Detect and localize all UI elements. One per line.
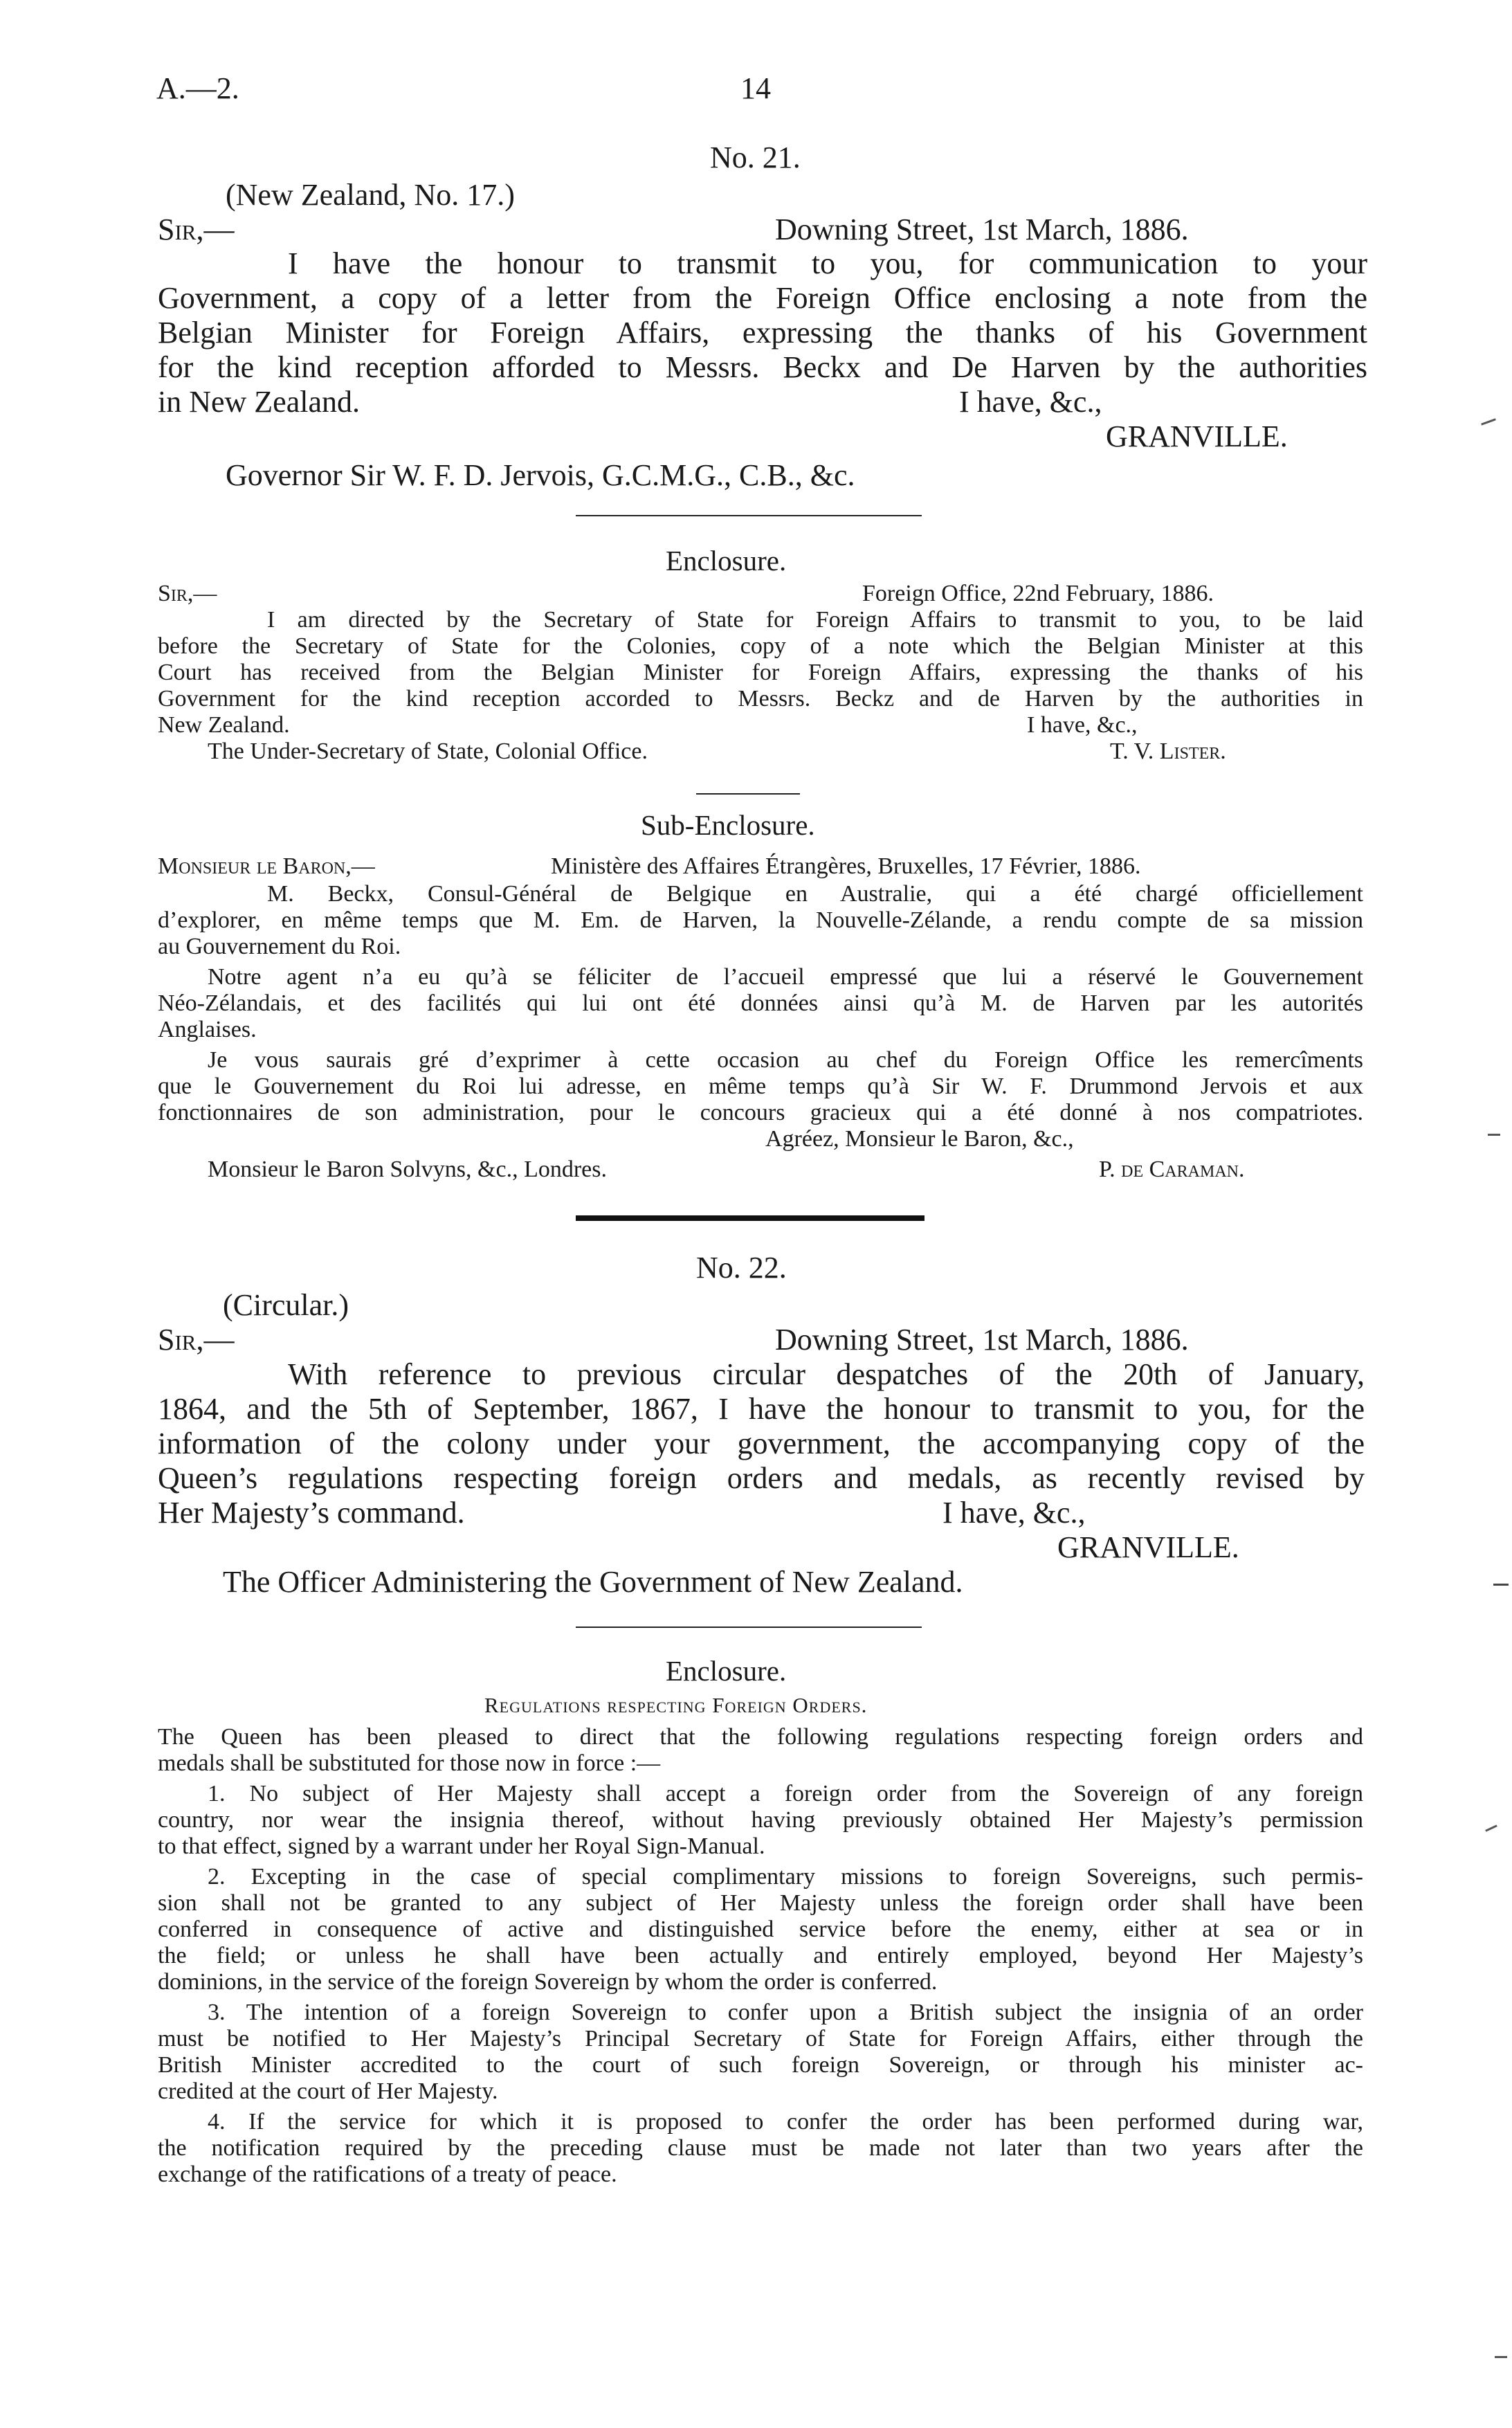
despatch-22-line-5: Her Majesty’s command.: [158, 1496, 465, 1530]
despatch-22-line-2: 1864, and the 5th of September, 1867, I have the honour to transmit to you, for the: [158, 1392, 1365, 1426]
sub-enclosure-p1-line-1: M. Beckx, Consul-Général de Belgique en Australie, qui a été chargé officiellement: [267, 881, 1363, 907]
enclosure-1-line-3: Court has received from the Belgian Minister for Foreign Affairs, expressing the thanks of his: [158, 660, 1363, 685]
section-divider: [576, 1627, 922, 1628]
regulations-intro-line-2: medals shall be substituted for those now in force :—: [158, 1750, 661, 1776]
despatch-21-line-3: Belgian Minister for Foreign Affairs, expressing the thanks of his Government: [158, 316, 1367, 350]
sub-enclosure-salutation: Monsieur le Baron,—: [158, 853, 375, 879]
page-reference: A.—2.: [156, 71, 239, 105]
sub-enclosure-heading: Sub-Enclosure.: [641, 809, 815, 841]
regulations-intro-line-1: The Queen has been pleased to direct that the following regulations respecting foreign orders and: [158, 1724, 1363, 1750]
despatch-21-line-5: in New Zealand.: [158, 385, 360, 419]
sub-enclosure-p1-line-3: au Gouvernement du Roi.: [158, 934, 401, 959]
despatch-21-subtitle: (New Zealand, No. 17.): [226, 178, 515, 212]
regulation-4-line-3: exchange of the ratifications of a treaty of peace.: [158, 2162, 617, 2187]
margin-mark: [1485, 1824, 1497, 1831]
despatch-22-addressee: The Officer Administering the Government of New Zealand.: [223, 1565, 963, 1599]
enclosure-1-salutation: Sir,—: [158, 581, 217, 606]
regulation-3-line-3: British Minister accredited to the court of such foreign Sovereign, or through his minister ac-: [158, 2052, 1363, 2078]
enclosure-1-addressee: The Under-Secretary of State, Colonial Office.: [208, 739, 648, 764]
regulation-2-line-4: the field; or unless he shall have been actually and entirely employed, beyond Her Majesty’s: [158, 1943, 1363, 1968]
regulation-1-line-1: 1. No subject of Her Majesty shall accept a foreign order from the Sovereign of any foreign: [208, 1781, 1363, 1806]
sub-enclosure-p1-line-2: d’explorer, en même temps que M. Em. de Harven, la Nouvelle-Zélande, a rendu compte de sa mission: [158, 907, 1363, 933]
regulation-2-line-1: 2. Excepting in the case of special complimentary missions to foreign Sovereigns, such permis-: [208, 1864, 1363, 1890]
regulation-2-line-3: conferred in consequence of active and distinguished service before the enemy, either at sea or in: [158, 1917, 1363, 1942]
despatch-22-signature: GRANVILLE.: [1057, 1530, 1239, 1564]
despatch-21-closing: I have, &c.,: [959, 385, 1102, 419]
enclosure-1-place-date: Foreign Office, 22nd February, 1886.: [862, 581, 1214, 606]
sub-enclosure-p2-line-3: Anglaises.: [158, 1017, 257, 1042]
margin-mark: [1481, 418, 1496, 425]
margin-mark: [1488, 1134, 1500, 1136]
despatch-22-salutation: Sir,—: [158, 1323, 235, 1357]
sub-enclosure-signature: P. de Caraman.: [1099, 1157, 1245, 1182]
section-divider: [576, 515, 922, 516]
sub-enclosure-addressee: Monsieur le Baron Solvyns, &c., Londres.: [208, 1157, 607, 1182]
sub-enclosure-place-date: Ministère des Affaires Étrangères, Bruxelles, 17 Février, 1886.: [551, 853, 1141, 879]
enclosure-1-signature: T. V. Lister.: [1110, 739, 1226, 764]
enclosure-2-heading: Enclosure.: [666, 1655, 787, 1687]
despatch-number-21: No. 21.: [710, 141, 801, 174]
regulation-2-line-5: dominions, in the service of the foreign Sovereign by whom the order is conferred.: [158, 1969, 938, 1995]
despatch-22-subtitle: (Circular.): [223, 1288, 349, 1322]
enclosure-1-line-1: I am directed by the Secretary of State for Foreign Affairs to transmit to you, to be laid: [267, 607, 1363, 633]
sub-enclosure-p2-line-2: Néo-Zélandais, et des facilités qui lui ont été données ainsi qu’à M. de Harven par les autorités: [158, 990, 1363, 1016]
enclosure-1-line-2: before the Secretary of State for the Colonies, copy of a note which the Belgian Minister at this: [158, 633, 1363, 659]
despatch-number-22: No. 22.: [696, 1251, 787, 1285]
regulation-4-line-2: the notification required by the preceding clause must be made not later than two years after the: [158, 2135, 1363, 2161]
despatch-21-line-2: Government, a copy of a letter from the Foreign Office enclosing a note from the: [158, 281, 1367, 315]
enclosure-2-subheading: Regulations respecting Foreign Orders.: [484, 1693, 868, 1717]
despatch-22-line-1: With reference to previous circular despatches of the 20th of January,: [288, 1357, 1365, 1391]
enclosure-1-heading: Enclosure.: [666, 545, 787, 577]
margin-mark: [1495, 2356, 1507, 2358]
despatch-22-line-3: information of the colony under your government, the accompanying copy of the: [158, 1426, 1365, 1460]
sub-enclosure-p2-line-1: Notre agent n’a eu qu’à se féliciter de l’accueil empressé que lui a réservé le Gouvernement: [208, 964, 1363, 990]
regulation-4-line-1: 4. If the service for which it is proposed to confer the order has been performed during war,: [208, 2109, 1363, 2135]
margin-mark: [1493, 1584, 1509, 1586]
sub-enclosure-p3-line-1: Je vous saurais gré d’exprimer à cette occasion au chef du Foreign Office les remercîments: [208, 1047, 1363, 1073]
sub-enclosure-p3-line-3: fonctionnaires de son administration, pour le concours gracieux qui a été donné à nos compatriotes.: [158, 1100, 1363, 1125]
despatch-21-line-4: for the kind reception afforded to Messrs. Beckx and De Harven by the authorities: [158, 350, 1367, 384]
despatch-21-addressee: Governor Sir W. F. D. Jervois, G.C.M.G., C.B., &c.: [226, 458, 855, 492]
enclosure-1-line-5: New Zealand.: [158, 712, 290, 738]
regulation-3-line-2: must be notified to Her Majesty’s Principal Secretary of State for Foreign Affairs, either through the: [158, 2026, 1363, 2051]
regulation-1-line-2: country, nor wear the insignia thereof, without having previously obtained Her Majesty’s permission: [158, 1807, 1363, 1833]
regulation-3-line-1: 3. The intention of a foreign Sovereign to confer upon a British subject the insignia of an order: [208, 2000, 1363, 2025]
enclosure-1-line-4: Government for the kind reception accorded to Messrs. Beckz and de Harven by the authorities in: [158, 686, 1363, 712]
despatch-21-place-date: Downing Street, 1st March, 1886.: [775, 212, 1189, 246]
despatch-22-line-4: Queen’s regulations respecting foreign orders and medals, as recently revised by: [158, 1461, 1365, 1495]
regulation-3-line-4: credited at the court of Her Majesty.: [158, 2078, 498, 2104]
regulation-1-line-3: to that effect, signed by a warrant under her Royal Sign-Manual.: [158, 1833, 765, 1859]
despatch-22-closing: I have, &c.,: [942, 1496, 1086, 1530]
despatch-21-salutation: Sir,—: [158, 212, 235, 246]
despatch-22-place-date: Downing Street, 1st March, 1886.: [775, 1323, 1189, 1357]
section-divider-thick: [576, 1215, 924, 1221]
regulation-2-line-2: sion shall not be granted to any subject of Her Majesty unless the foreign order shall have been: [158, 1890, 1363, 1916]
short-divider: [696, 793, 800, 795]
sub-enclosure-p3-line-2: que le Gouvernement du Roi lui adresse, en même temps qu’à Sir W. F. Drummond Jervois et aux: [158, 1073, 1363, 1099]
despatch-21-signature: GRANVILLE.: [1106, 419, 1288, 453]
despatch-21-line-1: I have the honour to transmit to you, for communication to your: [288, 246, 1367, 280]
sub-enclosure-closing: Agréez, Monsieur le Baron, &c.,: [765, 1126, 1074, 1152]
page-number: 14: [740, 71, 771, 105]
enclosure-1-closing: I have, &c.,: [1027, 712, 1138, 738]
